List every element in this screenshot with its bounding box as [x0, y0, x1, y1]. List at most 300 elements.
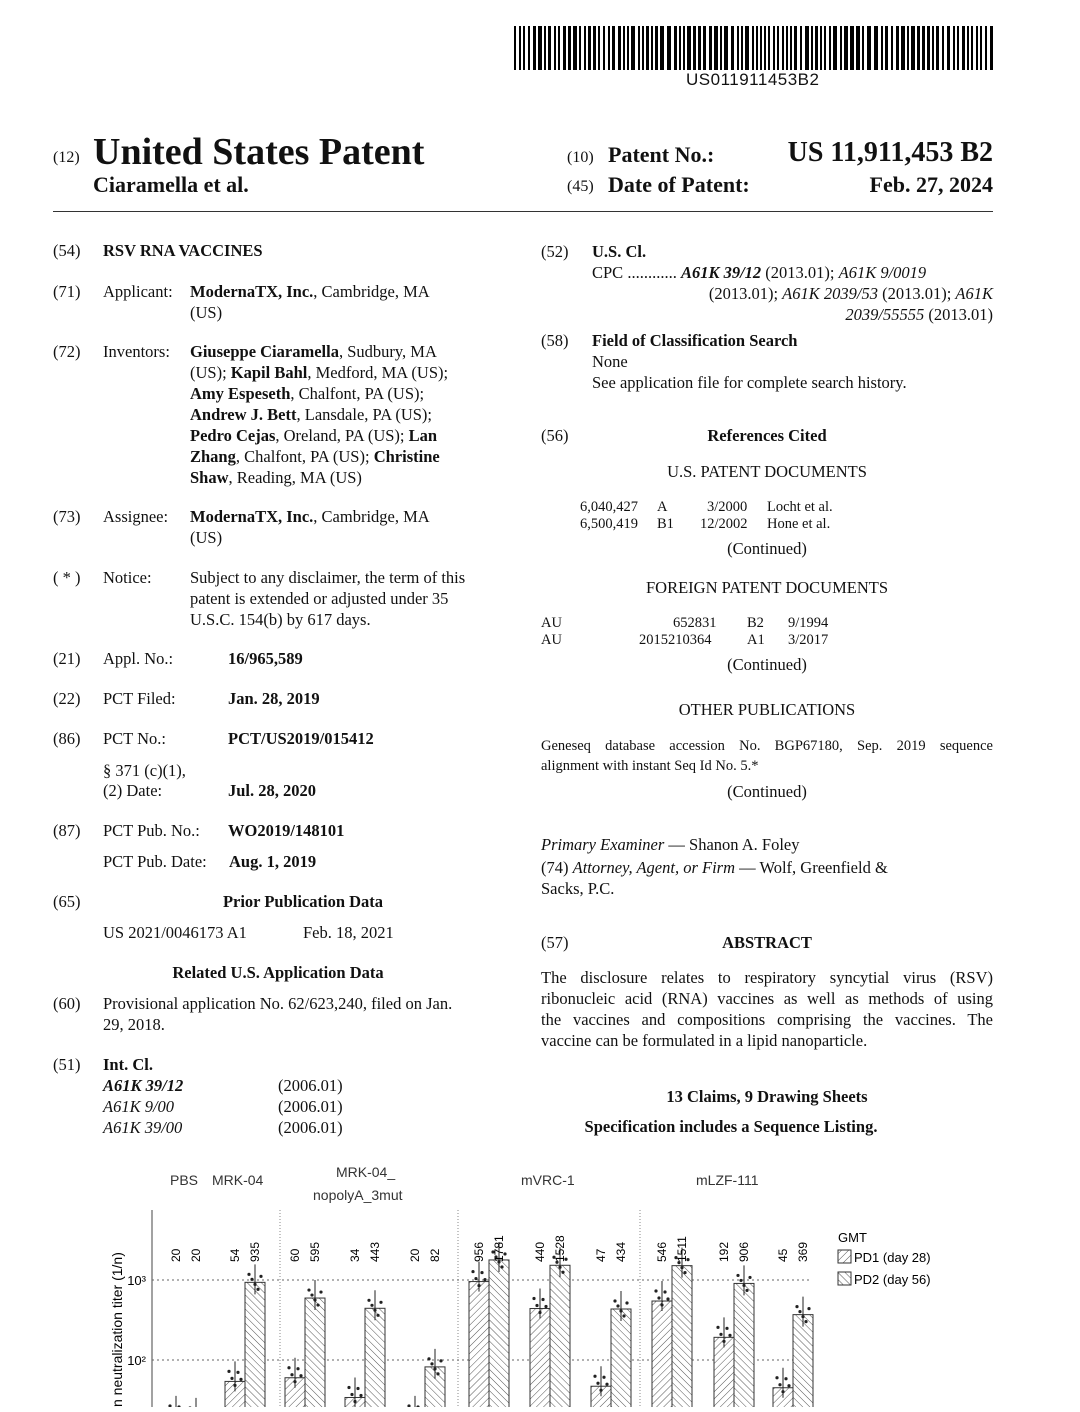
barcode-bar: [962, 26, 965, 70]
data-point: [541, 1298, 544, 1301]
gmt-value-label: 45: [776, 1248, 790, 1262]
applicant-location-2: (US): [190, 303, 223, 322]
barcode-bar: [922, 26, 925, 70]
data-point: [532, 1297, 535, 1300]
code-45: (45): [567, 178, 594, 195]
barcode-number: US011911453B2: [686, 70, 820, 89]
barcode-bar: [815, 26, 818, 70]
inventor-line: [190, 446, 520, 467]
int-cl-version: (2006.01): [278, 1097, 343, 1116]
data-point: [728, 1334, 731, 1337]
gmt-value-label: 434: [614, 1241, 628, 1262]
barcode-bar: [891, 26, 893, 70]
barcode-bar: [548, 26, 551, 70]
barcode-bar: [976, 26, 978, 70]
us-doc-kind: A: [657, 499, 668, 515]
barcode-bar: [805, 26, 809, 70]
inventor-location: (US);: [190, 363, 231, 382]
barcode-bar: [811, 26, 813, 70]
barcode-bar: [687, 26, 691, 70]
data-point: [663, 1290, 666, 1293]
barcode-bar: [985, 26, 987, 70]
barcode-bar: [538, 26, 542, 70]
data-point: [683, 1271, 686, 1274]
cpc-code: A61K: [955, 284, 993, 303]
us-doc-name: Locht et al.: [767, 499, 833, 515]
barcode-bar: [528, 26, 530, 70]
code-58: (58): [541, 331, 569, 350]
barcode-bar: [612, 26, 615, 70]
barcode-bar: [667, 26, 671, 70]
bar-pd2: [793, 1315, 813, 1407]
barcode-bar: [741, 26, 743, 70]
inventor-line: [190, 425, 520, 446]
int-cl-version: (2006.01): [278, 1118, 343, 1137]
int-cl-code: A61K 9/00: [103, 1097, 175, 1116]
barcode-bar: [800, 26, 802, 70]
continued-label: (Continued): [727, 539, 807, 558]
sequence-listing-note: Specification includes a Sequence Listing.: [584, 1117, 878, 1136]
data-point: [439, 1359, 442, 1362]
barcode-bar: [642, 26, 644, 70]
section-371-date: Jul. 28, 2020: [228, 781, 317, 800]
barcode-bar: [990, 26, 993, 70]
gmt-value-label: 935: [248, 1241, 262, 1262]
assignee-label: Assignee:: [103, 507, 169, 526]
group-label: nopolyA_3mut: [313, 1187, 403, 1203]
gmt-value-label: 595: [308, 1241, 322, 1262]
us-cl-heading: U.S. Cl.: [592, 242, 647, 261]
barcode-bar: [856, 26, 860, 70]
barcode-bar: [655, 26, 658, 70]
code-10: (10): [567, 149, 594, 166]
cpc-code: A61K 39/12: [680, 263, 762, 282]
prior-pub-heading: Prior Publication Data: [222, 892, 384, 911]
us-doc-date: 12/2002: [700, 516, 748, 532]
data-point: [739, 1279, 742, 1282]
data-point: [716, 1326, 719, 1329]
barcode-bar: [782, 26, 784, 70]
barcode-bar: [756, 26, 758, 70]
barcode-bar: [731, 26, 734, 70]
bar-pd2: [245, 1282, 265, 1407]
data-point: [376, 1314, 379, 1317]
inventor-name: Shaw: [190, 468, 229, 487]
attorney-label: Attorney, Agent, or Firm: [572, 858, 736, 877]
abstract-line: The disclosure relates to respiratory syncytial virus (RSV): [541, 968, 993, 987]
barcode-bar: [674, 26, 677, 70]
bar-pd2: [305, 1298, 325, 1407]
barcode-bar: [646, 26, 649, 70]
cpc-dots: ............: [627, 263, 677, 282]
data-point: [307, 1288, 310, 1291]
applicant-label: Applicant:: [103, 282, 173, 301]
inventor-location: , Chalfont, PA (US);: [235, 447, 374, 466]
gmt-value-label: 546: [655, 1241, 669, 1262]
data-point: [290, 1373, 293, 1376]
data-point: [602, 1376, 605, 1379]
date-of-patent: Feb. 27, 2024: [869, 172, 993, 197]
code-21: (21): [53, 649, 81, 668]
notice-line: patent is extended or adjusted under 35: [190, 589, 449, 608]
section-371-date-label: (2) Date:: [103, 781, 163, 800]
patent-number: US 11,911,453 B2: [787, 137, 993, 168]
code-74: (74): [541, 858, 573, 877]
group-label: MRK-04_: [336, 1164, 396, 1180]
data-point: [316, 1303, 319, 1306]
barcode-bar: [608, 26, 610, 70]
int-cl-version: (2006.01): [278, 1076, 343, 1095]
pct-pub-no: WO2019/148101: [228, 821, 345, 840]
barcode-bar: [544, 26, 546, 70]
gmt-value-label: 34: [348, 1248, 362, 1262]
gmt-value-label: 82: [428, 1248, 442, 1262]
gmt-value-label: 20: [189, 1248, 203, 1262]
data-point: [436, 1372, 439, 1375]
attorney: [541, 857, 888, 878]
pct-pub-date-label: PCT Pub. Date:: [103, 852, 207, 871]
us-patent-docs-heading: U.S. PATENT DOCUMENTS: [667, 462, 867, 481]
data-point: [287, 1366, 290, 1369]
barcode-bar: [679, 26, 681, 70]
data-point: [619, 1309, 622, 1312]
data-point: [781, 1390, 784, 1393]
data-point: [625, 1301, 628, 1304]
data-point: [616, 1304, 619, 1307]
group-label: MRK-04: [212, 1172, 264, 1188]
pct-pub-date: Aug. 1, 2019: [229, 852, 317, 871]
pct-pub-no-label: PCT Pub. No.:: [103, 821, 200, 840]
notice-text: [190, 567, 465, 630]
data-point: [236, 1371, 239, 1374]
cpc-line-3: [845, 304, 993, 325]
field-search-none: None: [592, 352, 628, 371]
notice-line: U.S.C. 154(b) by 617 days.: [190, 610, 371, 629]
barcode-bar: [760, 26, 762, 70]
data-point: [353, 1400, 356, 1403]
cpc-version: (2013.01);: [708, 284, 783, 303]
abstract-text: [541, 967, 993, 1051]
data-point: [613, 1299, 616, 1302]
data-point: [313, 1298, 316, 1301]
pct-no: PCT/US2019/015412: [228, 729, 374, 748]
data-point: [227, 1370, 230, 1373]
barcode-bar: [901, 26, 905, 70]
references-heading: References Cited: [707, 426, 827, 445]
code-86: (86): [53, 729, 81, 748]
data-point: [654, 1289, 657, 1292]
barcode-bar: [703, 26, 706, 70]
barcode-bar: [745, 26, 749, 70]
code-57: (57): [541, 933, 569, 952]
us-doc-kind: B1: [657, 516, 674, 532]
barcode-bar: [786, 26, 788, 70]
barcode-bar: [627, 26, 629, 70]
chart-svg: [100, 1150, 980, 1407]
data-point: [596, 1382, 599, 1385]
data-point: [807, 1307, 810, 1310]
applicant-name: ModernaTX, Inc.: [190, 282, 314, 301]
barcode-bar: [558, 26, 560, 70]
data-point: [474, 1277, 477, 1280]
other-pub-line-2: alignment with instant Seq Id No. 5.*: [541, 758, 759, 774]
legend-label: PD1 (day 28): [854, 1250, 931, 1265]
code-72: (72): [53, 342, 81, 361]
data-point: [742, 1284, 745, 1287]
us-doc-no: 6,500,419: [580, 516, 638, 532]
assignee: [190, 506, 430, 527]
data-point: [367, 1299, 370, 1302]
bar-pd2: [550, 1265, 570, 1407]
provisional-line-1: Provisional application No. 62/623,240, filed on Jan.: [103, 994, 453, 1013]
cpc-code: A61K 2039/53: [782, 284, 878, 303]
inventor-location: , Lansdale, PA (US);: [296, 405, 432, 424]
abstract-line: ribonucleic acid (RNA) vaccines as well as methods of using: [541, 989, 993, 1008]
barcode-bar: [523, 26, 525, 70]
data-point: [775, 1376, 778, 1379]
code-65: (65): [53, 892, 81, 911]
data-point: [804, 1320, 807, 1323]
barcode-bar: [603, 26, 605, 70]
inventors-short: Ciaramella et al.: [93, 172, 249, 197]
data-point: [477, 1284, 480, 1287]
cpc-code: 2039/55555: [845, 305, 925, 324]
barcode-bar: [593, 26, 596, 70]
inventor-name: Kapil Bahl: [230, 363, 308, 382]
barcode-bar: [638, 26, 640, 70]
barcode-bar: [927, 26, 930, 70]
abstract-line: vaccine can be formulated in a lipid nanoparticle.: [541, 1031, 868, 1050]
gmt-value-label: 369: [796, 1241, 810, 1262]
barcode-bar: [588, 26, 591, 70]
data-point: [471, 1270, 474, 1273]
barcode-bar: [584, 26, 586, 70]
applicant-location: , Cambridge, MA: [313, 282, 430, 301]
data-point: [544, 1305, 547, 1308]
data-point: [359, 1394, 362, 1397]
pct-filed: Jan. 28, 2019: [228, 689, 320, 708]
barcode-bar: [714, 26, 718, 70]
bar-pd1: [469, 1282, 489, 1407]
data-point: [247, 1273, 250, 1276]
gmt-value-label: 20: [169, 1248, 183, 1262]
data-point: [256, 1288, 259, 1291]
data-point: [745, 1289, 748, 1292]
foreign-doc-no: 652831: [673, 615, 717, 631]
barcode-bar: [720, 26, 722, 70]
barcode-bar: [790, 26, 792, 70]
inventor-name: Zhang: [190, 447, 236, 466]
inventor-line: [190, 362, 520, 383]
data-point: [593, 1375, 596, 1378]
bar-pd2: [365, 1308, 385, 1407]
barcode-bar: [651, 26, 653, 70]
field-search-see: See application file for complete search history.: [592, 373, 907, 392]
barcode-bar: [573, 26, 577, 70]
data-point: [719, 1333, 722, 1336]
foreign-doc-no: 2015210364: [639, 632, 712, 648]
data-point: [379, 1301, 382, 1304]
inventor-line: [190, 404, 520, 425]
group-label: mVRC-1: [521, 1172, 575, 1188]
foreign-doc-date: 9/1994: [788, 615, 829, 631]
code-56: (56): [541, 426, 569, 445]
y-tick-label: 10³: [127, 1273, 146, 1288]
code-notice: ( * ): [53, 568, 81, 587]
prior-pub-date: Feb. 18, 2021: [303, 923, 394, 942]
data-point: [680, 1266, 683, 1269]
appl-no: 16/965,589: [228, 649, 303, 668]
data-point: [784, 1377, 787, 1380]
barcode-bar: [693, 26, 696, 70]
date-of-patent-label: Date of Patent:: [608, 172, 750, 197]
barcode-bar: [947, 26, 950, 70]
barcode-bar: [896, 26, 899, 70]
abstract-line: the vaccines and compositions comprising the vaccines. The: [541, 1010, 993, 1029]
gmt-value-label: 440: [533, 1241, 547, 1262]
inventor-location: , Chalfont, PA (US);: [290, 384, 425, 403]
barcode-bar: [932, 26, 934, 70]
us-doc-no: 6,040,427: [580, 499, 638, 515]
barcode-bar: [660, 26, 664, 70]
claims-summary: 13 Claims, 9 Drawing Sheets: [666, 1087, 868, 1106]
data-point: [259, 1275, 262, 1278]
data-point: [250, 1278, 253, 1281]
barcode-bar: [631, 26, 635, 70]
barcode-bar: [737, 26, 739, 70]
inventors-label: Inventors:: [103, 342, 170, 361]
legend-swatch-pd1: [838, 1250, 851, 1263]
group-label: mLZF-111: [696, 1172, 759, 1188]
int-cl-code: A61K 39/00: [103, 1118, 183, 1137]
data-point: [230, 1377, 233, 1380]
code-60: (60): [53, 994, 81, 1013]
data-point: [370, 1304, 373, 1307]
barcode-bar: [971, 26, 973, 70]
legend-swatch-pd2: [838, 1272, 851, 1285]
data-point: [350, 1393, 353, 1396]
attorney-line-2: Sacks, P.C.: [541, 879, 615, 898]
bar-pd2: [672, 1266, 692, 1407]
gmt-value-label: 956: [472, 1241, 486, 1262]
foreign-doc-country: AU: [541, 632, 562, 648]
foreign-docs-heading: FOREIGN PATENT DOCUMENTS: [645, 578, 889, 597]
barcode-bar: [844, 26, 848, 70]
applicant: [190, 281, 430, 302]
section-371: § 371 (c)(1),: [103, 761, 186, 780]
data-point: [787, 1384, 790, 1387]
barcode-bar: [953, 26, 955, 70]
barcode-bar: [980, 26, 982, 70]
data-point: [795, 1305, 798, 1308]
data-point: [722, 1340, 725, 1343]
int-cl-code: A61K 39/12: [103, 1076, 184, 1095]
barcode-bar: [833, 26, 837, 70]
cpc-version: (2013.01);: [761, 263, 839, 282]
barcode-bar: [773, 26, 775, 70]
barcode-bar: [554, 26, 556, 70]
legend-title: GMT: [838, 1230, 867, 1245]
barcode-bar: [514, 26, 516, 70]
notice-line: Subject to any disclaimer, the term of this: [190, 568, 466, 587]
other-pubs-heading: OTHER PUBLICATIONS: [678, 700, 856, 719]
inventor-location: , Medford, MA (US);: [307, 363, 449, 382]
barcode-bar: [579, 26, 581, 70]
barcode-bar: [936, 26, 939, 70]
data-point: [427, 1357, 430, 1360]
barcode-bar: [942, 26, 944, 70]
barcode-bar: [618, 26, 621, 70]
barcode-bar: [840, 26, 842, 70]
document-type: United States Patent: [93, 131, 425, 173]
appl-no-label: Appl. No.:: [103, 649, 174, 668]
bar-pd1: [652, 1301, 672, 1407]
prior-pub-no: US 2021/0046173 A1: [103, 923, 247, 942]
pct-no-label: PCT No.:: [103, 729, 166, 748]
code-52: (52): [541, 242, 569, 261]
patent-no-label: Patent No.:: [608, 142, 715, 167]
inventor-name: Christine: [373, 447, 440, 466]
foreign-doc-date: 3/2017: [788, 632, 829, 648]
code-54: (54): [53, 241, 81, 260]
gmt-value-label: 1781: [492, 1235, 506, 1262]
cpc-line-1: [592, 262, 926, 283]
related-app-heading: Related U.S. Application Data: [172, 963, 384, 982]
field-search-heading: Field of Classification Search: [592, 331, 798, 350]
data-point: [660, 1303, 663, 1306]
pct-filed-label: PCT Filed:: [103, 689, 176, 708]
data-point: [748, 1276, 751, 1279]
inventor-name: Lan: [408, 426, 438, 445]
inventor-name: Andrew J. Bett: [190, 405, 297, 424]
code-87: (87): [53, 821, 81, 840]
gmt-value-label: 60: [288, 1248, 302, 1262]
barcode-bar: [862, 26, 864, 70]
data-point: [561, 1271, 564, 1274]
y-tick-label: 10²: [127, 1353, 146, 1368]
bar-pd2: [611, 1309, 631, 1407]
continued-label: (Continued): [727, 655, 807, 674]
abstract-heading: ABSTRACT: [722, 933, 812, 952]
barcode-bar: [967, 26, 969, 70]
code-71: (71): [53, 282, 81, 301]
neutralization-titer-chart: [100, 1150, 980, 1407]
gmt-value-label: 20: [408, 1248, 422, 1262]
gmt-value-label: 192: [717, 1241, 731, 1262]
bar-pd1: [714, 1337, 734, 1407]
barcode-bar: [885, 26, 888, 70]
foreign-doc-kind: B2: [747, 615, 764, 631]
gmt-value-label: 906: [737, 1241, 751, 1262]
barcode-bar: [724, 26, 728, 70]
data-point: [599, 1389, 602, 1392]
barcode-bar: [598, 26, 600, 70]
other-pub-line-1: Geneseq database accession No. BGP67180, Sep. 2019 sequence: [541, 738, 993, 754]
data-point: [622, 1314, 625, 1317]
barcode-bar: [764, 26, 766, 70]
inventor-location: , Oreland, PA (US);: [275, 426, 409, 445]
data-point: [310, 1293, 313, 1296]
gmt-value-label: 47: [594, 1248, 608, 1262]
barcode-bar: [533, 26, 536, 70]
code-22: (22): [53, 689, 81, 708]
us-doc-date: 3/2000: [707, 499, 748, 515]
data-point: [299, 1374, 302, 1377]
barcode-bar: [794, 26, 797, 70]
barcode-bar: [824, 26, 826, 70]
code-73: (73): [53, 507, 81, 526]
cpc-label: CPC: [592, 263, 624, 282]
